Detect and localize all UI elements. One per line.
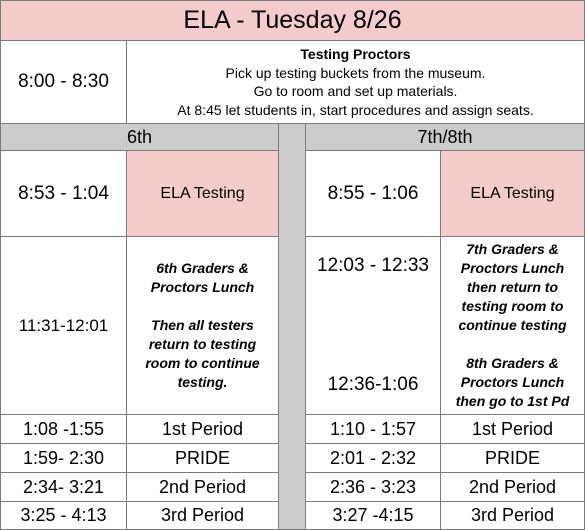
grade6-testing-time: 8:53 - 1:04: [0, 150, 127, 237]
grade78-testing-label: ELA Testing: [440, 150, 585, 237]
grade78-period-label: 1st Period: [440, 414, 585, 444]
grade78-period-label: 2nd Period: [440, 472, 585, 502]
grade6-testing-label: ELA Testing: [126, 150, 279, 237]
grade6-period-time: 2:34- 3:21: [0, 472, 127, 502]
schedule-title: ELA - Tuesday 8/26: [0, 0, 585, 41]
grade78-period-time: 2:36 - 3:23: [305, 472, 441, 502]
grade6-period-label: PRIDE: [126, 443, 279, 473]
proctors-heading: Testing Proctors: [300, 46, 411, 62]
grade6-period-time: 1:59- 2:30: [0, 443, 127, 473]
note-line: Proctors Lunch: [150, 279, 255, 295]
grade78-period-time: 2:01 - 2:32: [305, 443, 441, 473]
grade78-lunch-times: [305, 236, 441, 415]
note-line: continue testing: [458, 317, 567, 333]
grade6-lunch-note: [126, 236, 279, 415]
note-line: then return to: [467, 279, 558, 295]
grade6-period-time: 1:08 -1:55: [0, 414, 127, 444]
column-divider: [278, 123, 306, 530]
setup-line: Go to room and set up materials.: [253, 83, 458, 99]
grade78-period-time: 1:10 - 1:57: [305, 414, 441, 444]
grade6-period-time: 3:25 - 4:13: [0, 501, 127, 530]
setup-instructions: [126, 40, 585, 124]
note-line: testing.: [177, 374, 228, 390]
note-line: return to testing: [148, 336, 257, 352]
grade78-period-label: 3rd Period: [440, 501, 585, 530]
note-line: room to continue: [145, 355, 260, 371]
grade6-period-label: 2nd Period: [126, 472, 279, 502]
note-line: 7th Graders &: [466, 241, 559, 257]
lunch7-time: 12:03 - 12:33: [317, 255, 429, 277]
note-line: testing room to: [461, 298, 564, 314]
note-line: Proctors Lunch: [460, 374, 565, 390]
setup-line: At 8:45 let students in, start procedures and assign seats.: [177, 101, 534, 118]
grade78-period-label: PRIDE: [440, 443, 585, 473]
setup-time: 8:00 - 8:30: [0, 40, 127, 124]
grade78-testing-time: 8:55 - 1:06: [305, 150, 441, 237]
grade78-header: 7th/8th: [305, 123, 585, 151]
note-line: Then all testers: [151, 317, 254, 333]
note-line: 6th Graders &: [156, 260, 249, 276]
note-line: then go to 1st Pd: [455, 393, 570, 409]
grade78-period-time: 3:27 -4:15: [305, 501, 441, 530]
grade6-lunch-time: 11:31-12:01: [0, 236, 127, 415]
note-line: Proctors Lunch: [460, 260, 565, 276]
grade78-lunch-note: [440, 236, 585, 415]
setup-line: Pick up testing buckets from the museum.: [225, 64, 486, 81]
note-line: 8th Graders &: [466, 355, 559, 371]
lunch8-time: 12:36-1:06: [327, 373, 419, 395]
grade6-period-label: 3rd Period: [126, 501, 279, 530]
grade6-header: 6th: [0, 123, 279, 151]
grade6-period-label: 1st Period: [126, 414, 279, 444]
